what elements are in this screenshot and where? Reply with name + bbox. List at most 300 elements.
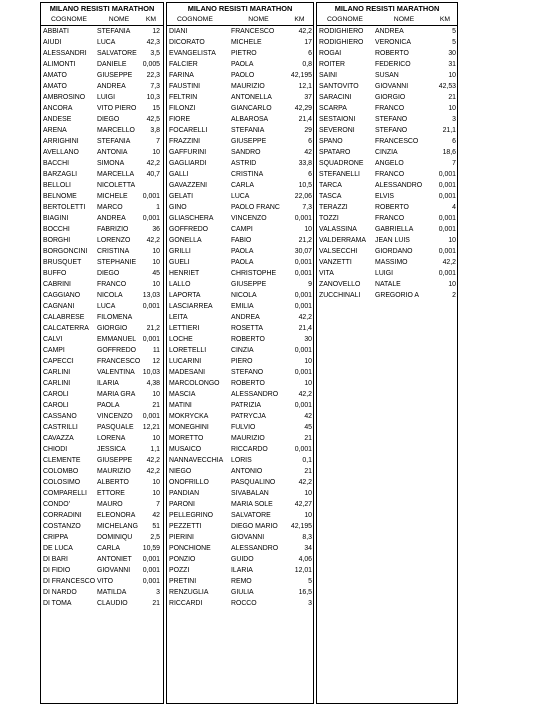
table-row [167, 279, 313, 290]
first-name-cell: GIUSEPPE [97, 457, 133, 464]
surname-cell: FARINA [169, 72, 194, 79]
surname-cell: PIERINI [169, 534, 194, 541]
surname-cell: ALIMONTI [43, 61, 76, 68]
km-cell: 42,5 [146, 116, 160, 123]
surname-cell: GINO [169, 204, 187, 211]
table-row [41, 290, 163, 301]
table-title: MILANO RESISTI MARATHON [334, 4, 440, 13]
first-name-cell: JESSICA [97, 446, 126, 453]
table-row [317, 257, 457, 268]
surname-cell: LORETELLI [169, 347, 207, 354]
first-name-cell: ROCCO [231, 600, 257, 607]
first-name-column-header: NOME [393, 16, 415, 23]
first-name-cell: RICCARDO [231, 446, 268, 453]
first-name-cell: VINCENZO [231, 215, 267, 222]
first-name-cell: ANDREA [375, 28, 404, 35]
surname-cell: FIORE [169, 116, 191, 123]
km-cell: 12,01 [294, 567, 312, 574]
first-name-cell: GOFFREDO [97, 347, 137, 354]
first-name-cell: STEFANO [375, 127, 408, 134]
surname-cell: DI BARI [43, 556, 68, 563]
surname-cell: STEFANELLI [319, 171, 360, 178]
surname-cell: ROITER [319, 61, 346, 68]
table-row [167, 510, 313, 521]
first-name-cell: STEFANIA [97, 138, 131, 145]
surname-cell: PELLEGRINO [169, 512, 214, 519]
table-row [41, 554, 163, 565]
surname-cell: CONDO' [43, 501, 70, 508]
km-cell: 0,001 [142, 567, 160, 574]
km-cell: 5 [308, 578, 312, 585]
surname-cell: POZZI [169, 567, 190, 574]
table-row [167, 499, 313, 510]
table-row [167, 422, 313, 433]
km-cell: 0,001 [294, 215, 312, 222]
first-name-cell: ROSETTA [231, 325, 264, 332]
km-cell: 9 [308, 281, 312, 288]
first-name-cell: EMILIA [231, 303, 254, 310]
table-row [317, 125, 457, 136]
surname-cell: BACCHI [43, 160, 70, 167]
surname-cell: FRAZZINI [169, 138, 201, 145]
surname-cell: CAROLI [43, 391, 69, 398]
table-row [167, 180, 313, 191]
table-row [167, 81, 313, 92]
surname-cell: AMATO [43, 72, 67, 79]
surname-cell: CAGGIANO [43, 292, 81, 299]
table-row [167, 312, 313, 323]
km-cell: 42 [304, 149, 312, 156]
surname-cell: DIANI [169, 28, 188, 35]
table-row [41, 202, 163, 213]
table-row [317, 169, 457, 180]
table-row [317, 213, 457, 224]
first-name-cell: CARLA [231, 182, 254, 189]
surname-cell: SPATARO [319, 149, 351, 156]
first-name-cell: DIEGO MARIO [231, 523, 278, 530]
first-name-cell: PASQUALINO [231, 479, 276, 486]
km-cell: 10 [152, 435, 160, 442]
first-name-cell: CLAUDIO [97, 600, 128, 607]
surname-cell: BORGONCINI [43, 248, 88, 255]
surname-cell: AMATO [43, 83, 67, 90]
table-title: MILANO RESISTI MARATHON [187, 4, 293, 13]
first-name-cell: PAOLA [231, 61, 254, 68]
first-name-cell: FILOMENA [97, 314, 133, 321]
first-name-cell: FABIO [231, 237, 252, 244]
results-table-2 [166, 2, 314, 704]
table-row [41, 279, 163, 290]
km-cell: 2,5 [150, 534, 160, 541]
km-cell: 10 [152, 490, 160, 497]
first-name-cell: GIANCARLO [231, 105, 272, 112]
km-cell: 30 [448, 50, 456, 57]
surname-cell: ANDESE [43, 116, 72, 123]
km-cell: 10,03 [142, 369, 160, 376]
surname-cell: LEITA [169, 314, 188, 321]
km-cell: 10 [304, 490, 312, 497]
surname-cell: CARLINI [43, 380, 71, 387]
table-row [317, 235, 457, 246]
surname-cell: SANTOVITO [319, 83, 359, 90]
km-cell: 40,7 [146, 171, 160, 178]
km-cell: 36 [152, 226, 160, 233]
surname-cell: LETTIERI [169, 325, 200, 332]
km-cell: 42,27 [294, 501, 312, 508]
first-name-cell: ANDREA [231, 314, 260, 321]
surname-cell: FOCARELLI [169, 127, 208, 134]
surname-cell: BIAGINI [43, 215, 69, 222]
table-row [317, 81, 457, 92]
km-column-header: KM [145, 16, 157, 23]
table-row [41, 444, 163, 455]
first-name-cell: FRANCO [375, 171, 405, 178]
first-name-cell: ANTONIET [97, 556, 132, 563]
surname-cell: CRIPPA [43, 534, 69, 541]
km-cell: 21,2 [146, 325, 160, 332]
first-name-cell: ALESSANDRO [231, 545, 279, 552]
km-cell [141, 312, 161, 323]
surname-cell: TERAZZI [319, 204, 348, 211]
km-cell: 2 [452, 292, 456, 299]
km-cell: 42,2 [146, 237, 160, 244]
surname-cell: TARCA [319, 182, 342, 189]
table-row [167, 565, 313, 576]
table-row [167, 554, 313, 565]
surname-cell: ARRIGHINI [43, 138, 79, 145]
first-name-cell: SUSAN [375, 72, 399, 79]
surname-column-header: COGNOME [177, 16, 213, 23]
surname-cell: CAGNANI [43, 303, 75, 310]
table-row [317, 268, 457, 279]
km-cell: 42,195 [290, 72, 312, 79]
km-cell: 0,001 [142, 413, 160, 420]
table-row [317, 114, 457, 125]
table-row [167, 235, 313, 246]
km-cell: 0,8 [302, 61, 312, 68]
first-name-cell: FRANCO [375, 105, 405, 112]
table-row [167, 191, 313, 202]
surname-cell: GOFFREDO [169, 226, 209, 233]
table-row [41, 477, 163, 488]
first-name-cell: GIORGIO [375, 94, 406, 101]
first-name-cell: VINCENZO [97, 413, 133, 420]
first-name-cell: MARIA GRA [97, 391, 136, 398]
surname-cell: RODIGHIERO [319, 28, 364, 35]
table-row [41, 323, 163, 334]
km-cell: 0,001 [294, 270, 312, 277]
surname-cell: DI FRANCESCO [43, 578, 96, 585]
table-row [167, 433, 313, 444]
surname-cell: RICCARDI [169, 600, 203, 607]
surname-cell: SQUADRONE [319, 160, 364, 167]
table-row [167, 48, 313, 59]
first-name-cell: GREGORIO A [375, 292, 420, 299]
first-name-cell: LUCA [97, 39, 116, 46]
table-row [167, 114, 313, 125]
surname-cell: EVANGELISTA [169, 50, 216, 57]
table-row [41, 180, 163, 191]
km-cell: 1,1 [150, 446, 160, 453]
surname-cell: COLOSIMO [43, 479, 81, 486]
table-row [167, 532, 313, 543]
marathon-results-sheet [40, 2, 458, 704]
table-row [317, 246, 457, 257]
surname-cell: VALSECCHI [319, 248, 358, 255]
km-cell: 21 [152, 402, 160, 409]
table-row [167, 26, 313, 37]
first-name-cell: STEPHANIE [97, 259, 137, 266]
results-table-1 [40, 2, 164, 704]
surname-cell: VALDERRAMA [319, 237, 366, 244]
table-row [167, 70, 313, 81]
table-row [41, 455, 163, 466]
first-name-cell: NICOLA [97, 292, 123, 299]
table-row [41, 125, 163, 136]
first-name-cell: ALESSANDRO [231, 391, 279, 398]
km-column-header: KM [294, 16, 305, 23]
surname-cell: VALASSINA [319, 226, 357, 233]
surname-cell: BORGHI [43, 237, 71, 244]
km-cell: 3,8 [150, 127, 160, 134]
km-cell: 0,001 [294, 446, 312, 453]
surname-cell: AIUDI [43, 39, 62, 46]
km-cell: 30,07 [294, 248, 312, 255]
table-row [41, 158, 163, 169]
km-cell: 4 [452, 204, 456, 211]
km-cell: 0,001 [438, 270, 456, 277]
surname-cell: GAVAZZENI [169, 182, 208, 189]
first-name-cell: VALENTINA [97, 369, 135, 376]
surname-cell: SARACINI [319, 94, 352, 101]
first-name-cell: LORENA [97, 435, 126, 442]
km-cell: 0,001 [294, 347, 312, 354]
km-cell: 7,3 [302, 204, 312, 211]
km-cell: 21 [152, 600, 160, 607]
km-cell: 3 [156, 589, 160, 596]
km-cell: 30 [304, 336, 312, 343]
km-cell: 12 [152, 358, 160, 365]
table-row [41, 92, 163, 103]
surname-column-header: COGNOME [327, 16, 363, 23]
table-row [167, 147, 313, 158]
table-row [167, 576, 313, 587]
first-name-cell: MAURO [97, 501, 123, 508]
km-cell: 42,2 [298, 314, 312, 321]
table-row [167, 301, 313, 312]
surname-cell: DE LUCA [43, 545, 73, 552]
surname-cell: LUCARINI [169, 358, 202, 365]
km-cell: 15 [152, 105, 160, 112]
surname-cell: SPANO [319, 138, 343, 145]
table-row [167, 257, 313, 268]
km-cell: 21,4 [298, 325, 312, 332]
first-name-column-header: NOME [248, 16, 269, 23]
first-name-cell: LORENZO [97, 237, 131, 244]
table-row [41, 378, 163, 389]
first-name-cell: SIMONA [97, 160, 125, 167]
first-name-cell: ELVIS [375, 193, 395, 200]
table-row [41, 598, 163, 609]
table-row [41, 345, 163, 356]
km-column-header: KM [439, 16, 451, 23]
table-row [167, 543, 313, 554]
km-cell: 21,1 [442, 127, 456, 134]
table-row [167, 92, 313, 103]
table-row [41, 587, 163, 598]
table-row [167, 213, 313, 224]
first-name-cell: ANDREA [97, 83, 126, 90]
first-name-cell: FRANCESCO [97, 358, 141, 365]
table-row [41, 37, 163, 48]
km-cell: 21,2 [298, 237, 312, 244]
km-cell: 4,06 [298, 556, 312, 563]
table-row [41, 532, 163, 543]
table-row [41, 312, 163, 323]
table-row [41, 103, 163, 114]
first-name-cell: FRANCO [375, 215, 405, 222]
surname-cell: LASCIARREA [169, 303, 213, 310]
table-row [167, 136, 313, 147]
first-name-cell: CAMPI [231, 226, 253, 233]
first-name-cell: CINZIA [375, 149, 398, 156]
surname-cell: SESTAIONI [319, 116, 356, 123]
first-name-cell: SALVATORE [231, 512, 271, 519]
surname-cell: CARLINI [43, 369, 71, 376]
first-name-cell: ETTORE [97, 490, 125, 497]
km-cell: 21 [448, 94, 456, 101]
first-name-cell: SALVATORE [97, 50, 137, 57]
km-cell: 0,001 [142, 556, 160, 563]
table-row [317, 59, 457, 70]
first-name-cell: VERONICA [375, 39, 411, 46]
surname-cell: ONOFRILLO [169, 479, 209, 486]
table-row [41, 59, 163, 70]
km-cell: 0,005 [142, 61, 160, 68]
km-cell: 10,5 [298, 182, 312, 189]
km-cell: 6 [308, 138, 312, 145]
km-cell: 11 [152, 347, 160, 354]
km-cell: 0,001 [142, 303, 160, 310]
table-row [41, 367, 163, 378]
km-cell: 0,001 [294, 259, 312, 266]
first-name-cell: LORIS [231, 457, 252, 464]
table-row [41, 334, 163, 345]
first-name-cell: ANTONIO [231, 468, 263, 475]
table-row [41, 224, 163, 235]
table-row [41, 543, 163, 554]
first-name-cell: FRANCESCO [231, 28, 275, 35]
first-name-cell: PAOLA [231, 259, 254, 266]
km-cell: 6 [308, 171, 312, 178]
table-row [317, 191, 457, 202]
km-cell: 10 [304, 226, 312, 233]
surname-cell: RENZUGLIA [169, 589, 209, 596]
km-cell: 0,001 [142, 336, 160, 343]
km-cell: 10 [448, 105, 456, 112]
table-row [317, 224, 457, 235]
km-cell: 7 [156, 501, 160, 508]
table-row [167, 400, 313, 411]
km-cell: 17 [304, 39, 312, 46]
table-row [41, 301, 163, 312]
first-name-cell: DANIELE [97, 61, 127, 68]
km-cell: 4,38 [146, 380, 160, 387]
km-cell: 10 [448, 281, 456, 288]
surname-cell: DICORATO [169, 39, 205, 46]
surname-cell: MONEGHINI [169, 424, 209, 431]
surname-cell: CLEMENTE [43, 457, 81, 464]
surname-cell: ALESSANDRI [43, 50, 87, 57]
table-row [317, 103, 457, 114]
km-cell: 6 [308, 50, 312, 57]
first-name-cell: DOMINIQU [97, 534, 133, 541]
first-name-cell: STEFANIA [97, 28, 131, 35]
table-row [41, 213, 163, 224]
km-cell: 0,001 [438, 182, 456, 189]
surname-cell: AVELLANO [43, 149, 79, 156]
first-name-cell: VITO PIERO [97, 105, 137, 112]
km-cell: 18,6 [442, 149, 456, 156]
surname-cell: CAPECCI [43, 358, 74, 365]
surname-cell: COSTANZO [43, 523, 81, 530]
table-row [317, 279, 457, 290]
km-cell: 12 [152, 28, 160, 35]
km-cell: 22,3 [146, 72, 160, 79]
first-name-cell: ELEONORA [97, 512, 136, 519]
surname-cell: GRILLI [169, 248, 191, 255]
km-cell: 34 [304, 545, 312, 552]
first-name-cell: LUIGI [97, 94, 115, 101]
table-row [41, 191, 163, 202]
km-cell: 8,3 [302, 534, 312, 541]
table-row [41, 433, 163, 444]
surname-cell: COMPARELLI [43, 490, 87, 497]
surname-cell: GAGLIARDI [169, 160, 207, 167]
first-name-cell: SANDRO [231, 149, 261, 156]
first-name-cell: GIUSEPPE [231, 281, 267, 288]
first-name-cell: DIEGO [97, 270, 120, 277]
first-name-cell: GIUSEPPE [97, 72, 133, 79]
km-cell: 0,001 [294, 303, 312, 310]
table-row [167, 334, 313, 345]
first-name-cell: GIOVANNI [97, 567, 131, 574]
table-row [317, 37, 457, 48]
first-name-cell: PAOLO FRANC [231, 204, 280, 211]
table-row [41, 576, 163, 587]
km-cell: 42,3 [146, 39, 160, 46]
surname-cell: AMBROSINO [43, 94, 86, 101]
first-name-cell: NICOLETTA [97, 182, 136, 189]
surname-cell: PARONI [169, 501, 195, 508]
first-name-cell: ROBERTO [375, 204, 409, 211]
table-row [41, 70, 163, 81]
table-row [41, 26, 163, 37]
table-row [41, 510, 163, 521]
km-cell: 0,001 [142, 578, 160, 585]
km-cell: 42,53 [438, 83, 456, 90]
table-row [167, 411, 313, 422]
table-row [167, 290, 313, 301]
surname-cell: CASSANO [43, 413, 77, 420]
surname-cell: BELNOME [43, 193, 77, 200]
table-row [167, 521, 313, 532]
surname-cell: BELLOLI [43, 182, 71, 189]
surname-cell: FALCIER [169, 61, 198, 68]
km-cell: 0,1 [302, 457, 312, 464]
km-cell [141, 180, 161, 191]
surname-cell: CALVI [43, 336, 63, 343]
